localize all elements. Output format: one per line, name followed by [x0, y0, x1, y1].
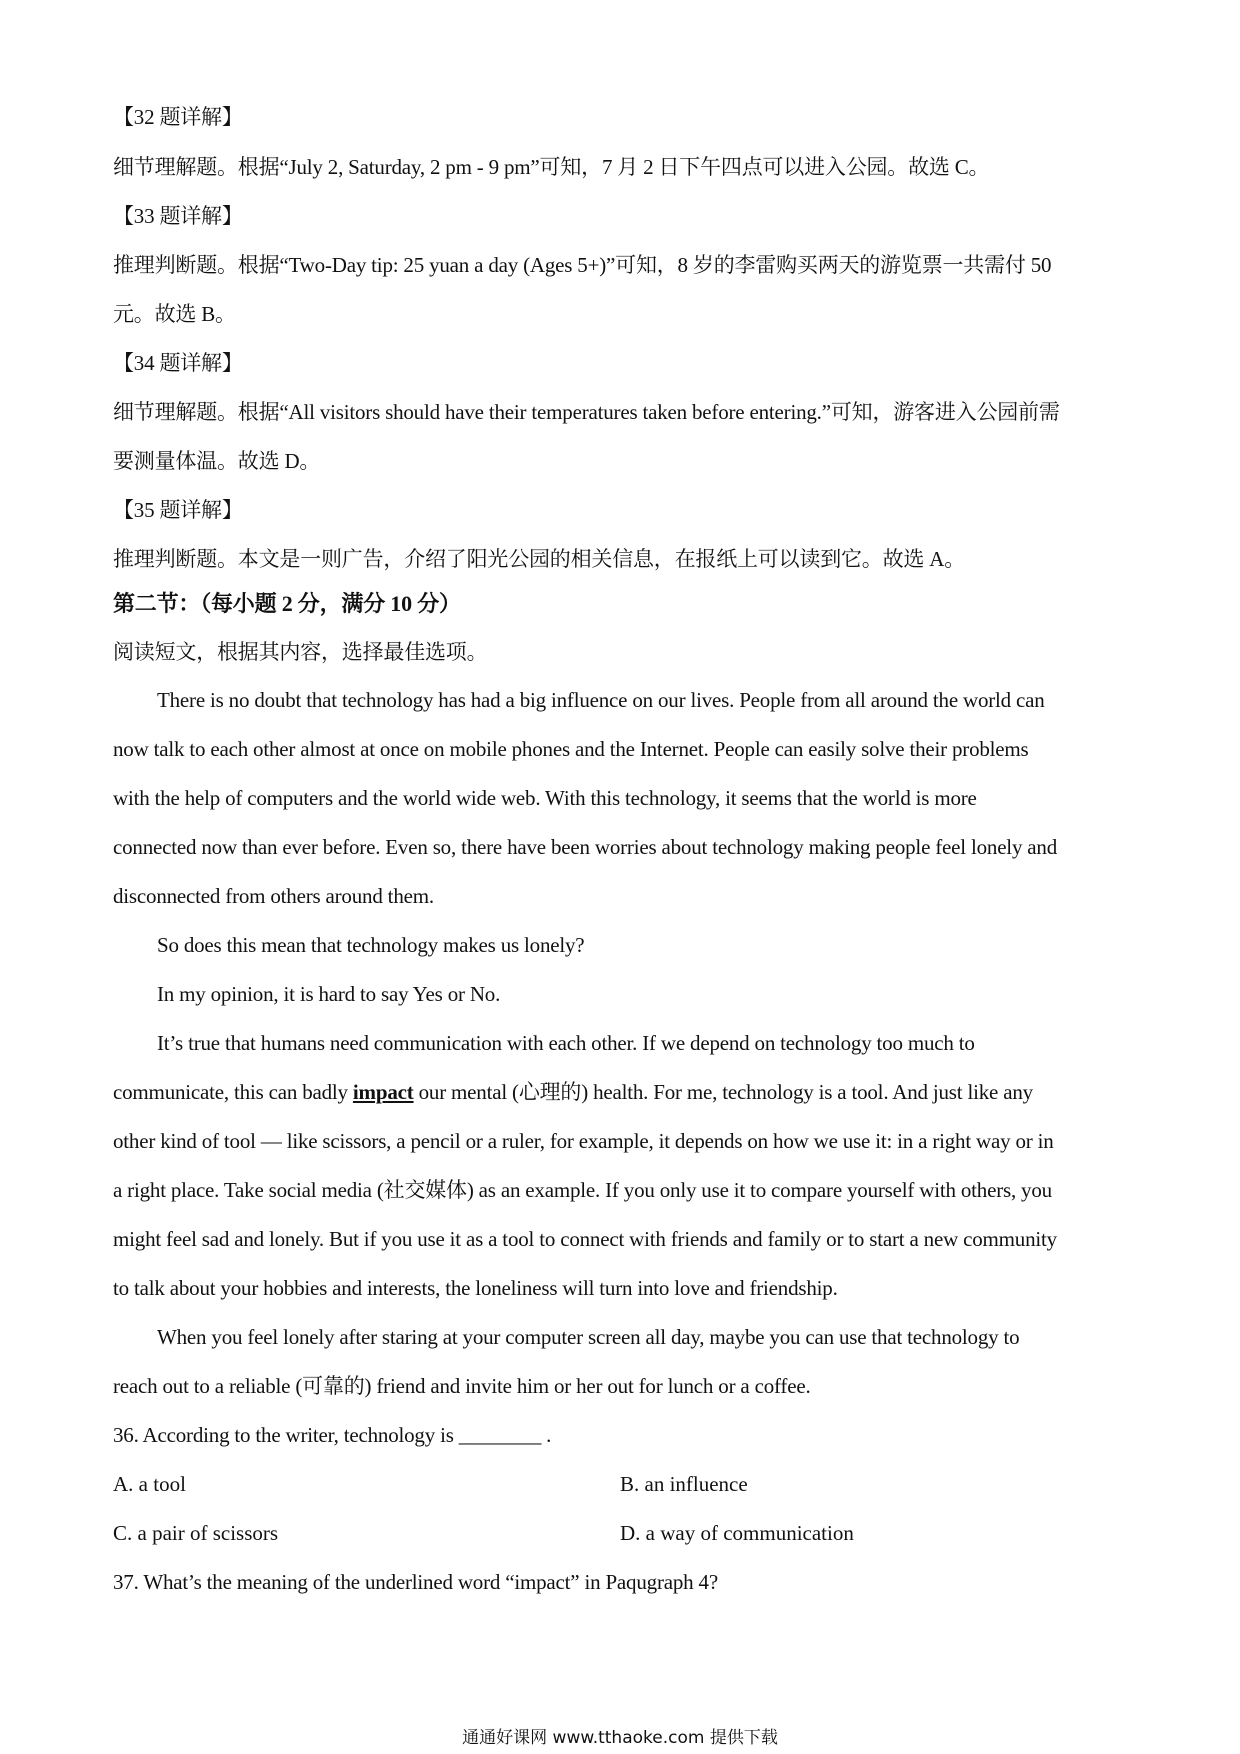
passage-p1-line3: with the help of computers and the world wide web. With this technology, it seems that the world is more — [113, 786, 977, 810]
question-36-option-a: A. a tool — [113, 1472, 186, 1496]
question-36-option-d: D. a way of communication — [620, 1521, 854, 1545]
passage-p5-line2: reach out to a reliable (可靠的) friend and invite him or her out for lunch or a coffee. — [113, 1374, 811, 1398]
answer-35-heading: 【35 题详解】 — [113, 498, 243, 522]
passage-p4-line4: a right place. Take social media (社交媒体) as an example. If you only use it to compare yourself with others, you — [113, 1178, 1052, 1202]
passage-p4-line6: to talk about your hobbies and interests, the loneliness will turn into love and friendship. — [113, 1276, 838, 1300]
passage-p1-line5: disconnected from others around them. — [113, 884, 434, 908]
passage-p4-line5: might feel sad and lonely. But if you use it as a tool to connect with friends and family or to start a new community — [113, 1227, 1057, 1251]
passage-p4-line3: other kind of tool — like scissors, a pencil or a ruler, for example, it depends on how we use it: in a right way or in — [113, 1129, 1054, 1153]
answer-34-text-line2: 要测量体温。故选 D。 — [113, 449, 321, 473]
p4-line2-prefix: communicate, this can badly — [113, 1080, 353, 1104]
passage-p3: In my opinion, it is hard to say Yes or No. — [157, 982, 501, 1006]
question-36: 36. According to the writer, technology is ________ . — [113, 1423, 552, 1447]
answer-34-text-line1: 细节理解题。根据“All visitors should have their temperatures taken before entering.”可知，游客进入公园前需 — [113, 400, 1060, 424]
passage-p4-line1: It’s true that humans need communication with each other. If we depend on technology too much to — [157, 1031, 975, 1055]
passage-p1-line1: There is no doubt that technology has had a big influence on our lives. People from all around the world can — [157, 688, 1045, 712]
answer-33-text-line2: 元。故选 B。 — [113, 302, 236, 326]
section-instruction: 阅读短文，根据其内容，选择最佳选项。 — [113, 640, 488, 664]
question-37: 37. What’s the meaning of the underlined word “impact” in Paqugraph 4? — [113, 1570, 718, 1594]
passage-p1-line2: now talk to each other almost at once on mobile phones and the Internet. People can easily solve their problems — [113, 737, 1029, 761]
answer-32-heading: 【32 题详解】 — [113, 105, 243, 129]
question-36-option-c: C. a pair of scissors — [113, 1521, 279, 1545]
answer-32-text: 细节理解题。根据“July 2, Saturday, 2 pm - 9 pm”可知，7 月 2 日下午四点可以进入公园。故选 C。 — [113, 155, 990, 179]
answer-33-text-line1: 推理判断题。根据“Two-Day tip: 25 yuan a day (Ages 5+)”可知，8 岁的李雷购买两天的游览票一共需付 50 — [113, 253, 1052, 277]
passage-p1-line4: connected now than ever before. Even so, there have been worries about technology making people feel lonely and — [113, 835, 1058, 859]
section-heading: 第二节：（每小题 2 分，满分 10 分） — [113, 591, 461, 616]
question-36-option-b: B. an influence — [620, 1472, 748, 1496]
passage-p4-line2 — [113, 1078, 1033, 1106]
answer-34-heading: 【34 题详解】 — [113, 351, 243, 375]
passage-p2: So does this mean that technology makes us lonely? — [157, 933, 585, 957]
underlined-word-impact: impact — [352, 1080, 414, 1104]
answer-35-text: 推理判断题。本文是一则广告，介绍了阳光公园的相关信息，在报纸上可以读到它。故选 A。 — [113, 547, 966, 571]
page-footer: 通通好课网 www.tthaoke.com 提供下载 — [462, 1728, 778, 1748]
p4-line2-suffix: our mental (心理的) health. For me, technology is a tool. And just like any — [413, 1080, 1033, 1104]
passage-p5-line1: When you feel lonely after staring at your computer screen all day, maybe you can use that technology to — [157, 1325, 1020, 1349]
answer-33-heading: 【33 题详解】 — [113, 204, 243, 228]
